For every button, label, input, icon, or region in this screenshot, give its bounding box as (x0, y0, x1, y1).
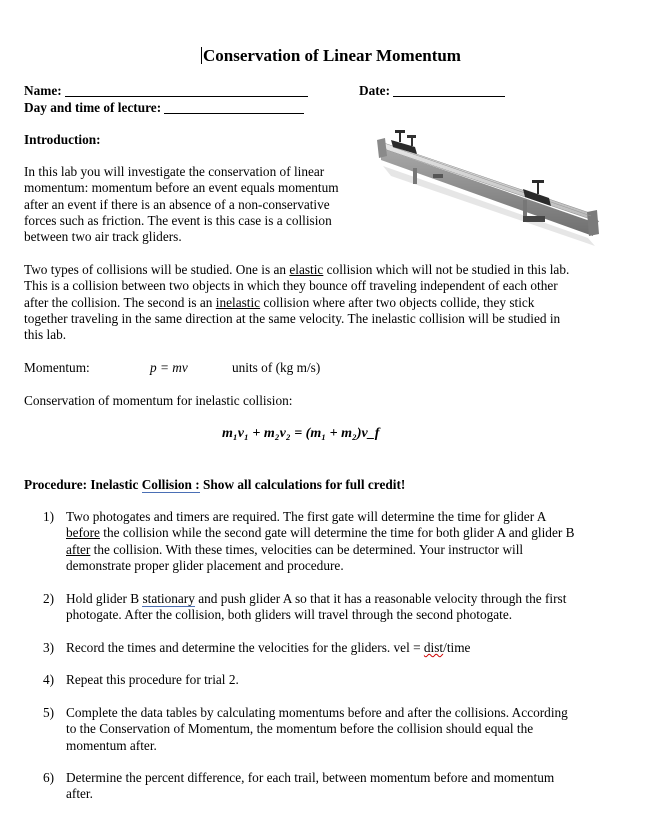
momentum-label: Momentum: (24, 360, 90, 375)
date-field[interactable]: Date: (359, 83, 505, 99)
collision-types-paragraph: Two types of collisions will be studied. One is an elastic collision which will not be studied in this lab. This is a collision between two objects in which they bounce off traveling independent of each other after the collision. The second is an inelastic collision where after two objects collide, they stick together traveling in the same direction at the same velocity. The inelastic collision will be studied in this lab. (24, 262, 570, 343)
lecture-field[interactable]: Day and time of lecture: (24, 100, 304, 116)
momentum-formula: p = mv (150, 360, 188, 375)
air-track-image (373, 126, 601, 250)
momentum-units: units of (kg m/s) (232, 360, 321, 375)
page-title: Conservation of Linear Momentum (203, 46, 461, 65)
lecture-blank[interactable] (164, 101, 304, 114)
intro-paragraph: In this lab you will investigate the conservation of linear momentum: momentum before an event equals momentum after an event if there is an absence of a non-conservative forces such as friction. The event is this case is a collision between two air track gliders. (24, 164, 339, 245)
conservation-label: Conservation of momentum for inelastic collision: (24, 393, 293, 408)
text-cursor (201, 47, 202, 64)
conservation-equation: m₁v₁ + m₂v₂ = (m₁ + m₂)v_f (222, 426, 380, 441)
name-blank[interactable] (65, 84, 308, 97)
name-field[interactable]: Name: (24, 83, 308, 99)
procedure-heading: Procedure: Inelastic Collision : Show all calculations for full credit! (24, 477, 406, 492)
date-blank[interactable] (393, 84, 505, 97)
intro-heading: Introduction: (24, 132, 101, 147)
